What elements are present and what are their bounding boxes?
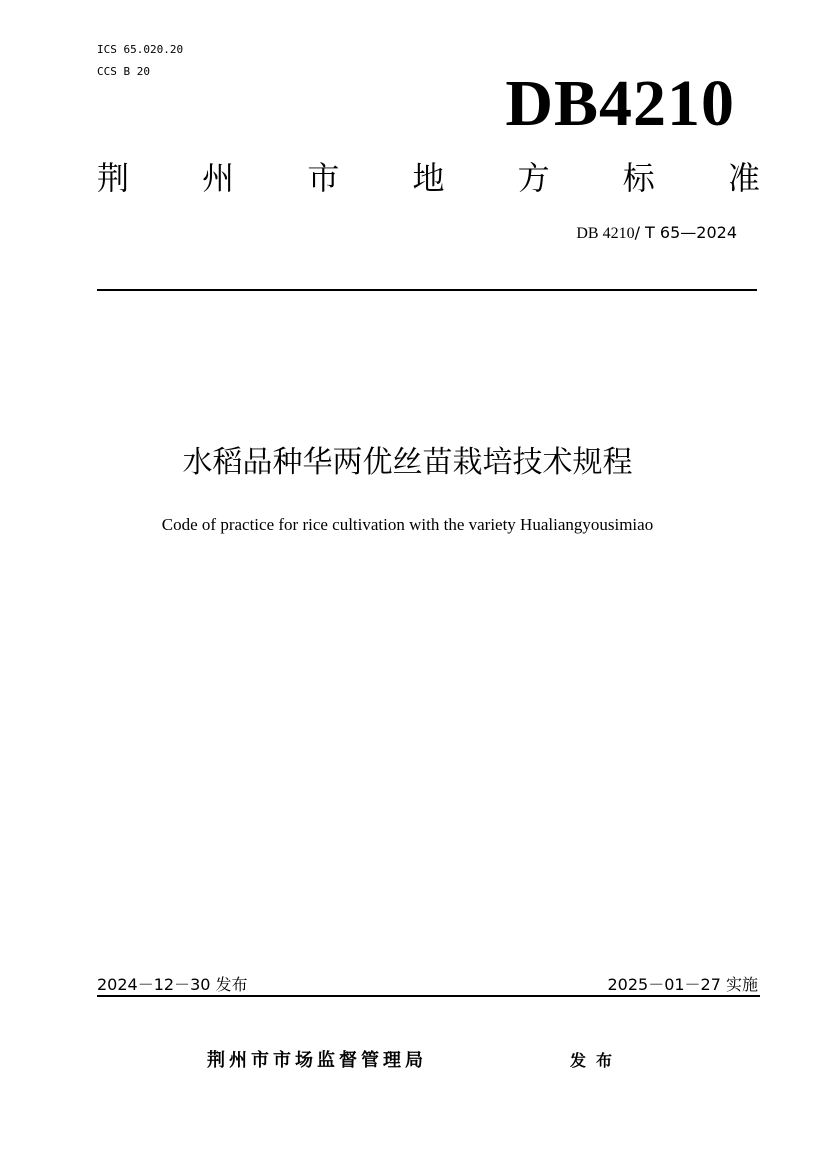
standard-number-suffix: / T 65—2024 [634,223,737,242]
standard-number [576,222,737,245]
ics-code: ICS 65.020.20 [97,43,184,56]
issue-date: 2024－12－30 发布 [97,975,248,994]
top-divider [97,289,757,291]
document-title-english: Code of practice for rice cultivation with the variety Hualiangyousimiao [161,515,654,534]
standard-type-heading [97,156,760,200]
implementation-date: 2025－01－27 实施 [607,975,758,994]
standard-type-char: 准 [727,159,760,197]
publish-label: 发布 [570,1051,623,1070]
standard-type-char: 市 [307,159,340,197]
standard-code-logo: DB4210 [505,67,735,140]
standard-type-char: 方 [517,159,550,197]
standard-type-char: 标 [622,159,655,197]
publisher-name: 荆州市市场监督管理局 [207,1050,427,1071]
bottom-divider [97,995,760,997]
standard-type-char: 荆 [97,159,130,197]
ccs-code: CCS B 20 [97,65,150,78]
standard-type-char: 地 [412,159,445,197]
standard-type-char: 州 [202,159,235,197]
standard-number-prefix: DB 4210 [576,225,635,242]
document-title: 水稻品种华两优丝苗栽培技术规程 [182,445,633,480]
